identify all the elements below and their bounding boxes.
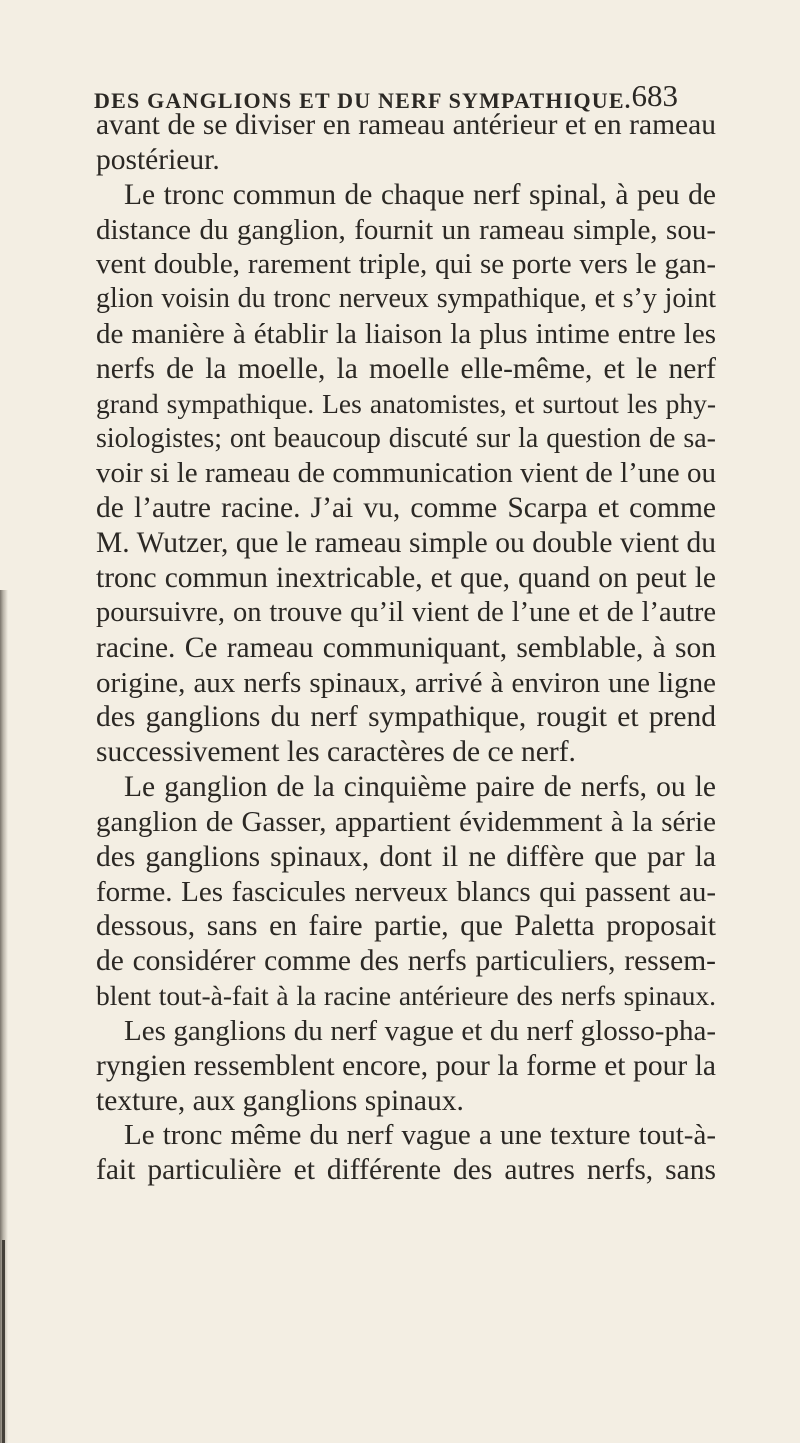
text-line: racine. Ce rameau communiquant, semblable, à son [96,631,716,664]
text-line: postérieur. [96,143,220,176]
text-line: voir si le rameau de communication vient de l’une ou [96,457,716,490]
text-line: grand sympathique. Les anatomistes, et surtout les phy- [96,387,716,419]
text-line: de considérer comme des nerfs particuliers, ressem- [96,945,716,978]
running-title: DES GANGLIONS ET DU NERF SYMPATHIQUE. [94,88,632,113]
text-line: Les ganglions du nerf vague et du nerf glosso-pha- [124,1014,716,1047]
text-line: ryngien ressemblent encore, pour la forme et pour la [96,1049,716,1082]
text-line: dessous, sans en faire partie, que Paletta proposait [96,910,716,943]
text-line: M. Wutzer, que le rameau simple ou double vient du [96,527,716,560]
page-number: 683 [631,78,678,113]
binding-edge [2,1240,5,1443]
text-line: siologistes; ont beaucoup discuté sur la question de sa- [96,422,716,454]
text-line: de l’autre racine. J’ai vu, comme Scarpa et comme [96,492,716,525]
text-line: fait particulière et différente des autres nerfs, sans [96,1154,716,1187]
text-line: Le ganglion de la cinquième paire de nerfs, ou le [124,771,716,804]
text-line: avant de se diviser en rameau antérieur et en rameau [96,109,716,141]
text-line: glion voisin du tronc nerveux sympathique, et s’y joint [96,283,716,315]
text-line: vent double, rarement triple, qui se porte vers le gan- [96,248,716,281]
text-line: distance du ganglion, fournit un rameau simple, sou- [96,213,716,246]
text-line: ganglion de Gasser, appartient évidemment à la série [96,805,716,838]
text-line: Le tronc commun de chaque nerf spinal, à peu de [124,178,716,211]
text-line: tronc commun inextricable, et que, quand on peut le [96,561,716,594]
text-line: nerfs de la moelle, la moelle elle-même, et le nerf [96,352,716,385]
text-line: des ganglions spinaux, dont il ne diffère que par la [96,840,716,873]
text-line: forme. Les fascicules nerveux blancs qui passent au- [96,875,716,908]
text-line: des ganglions du nerf sympathique, rougit et prend [96,701,716,734]
body-text [96,108,716,1188]
text-line: de manière à établir la liaison la plus intime entre les [96,318,716,351]
text-line: poursuivre, on trouve qu’il vient de l’une et de l’autre [96,596,716,628]
text-line: Le tronc même du nerf vague a une texture tout-à- [124,1119,716,1152]
text-line: blent tout-à-fait à la racine antérieure des nerfs spinaux. [96,980,716,1012]
text-line: successivement les caractères de ce nerf. [96,736,576,769]
text-line: origine, aux nerfs spinaux, arrivé à environ une ligne [96,666,716,699]
text-line: texture, aux ganglions spinaux. [96,1084,464,1117]
